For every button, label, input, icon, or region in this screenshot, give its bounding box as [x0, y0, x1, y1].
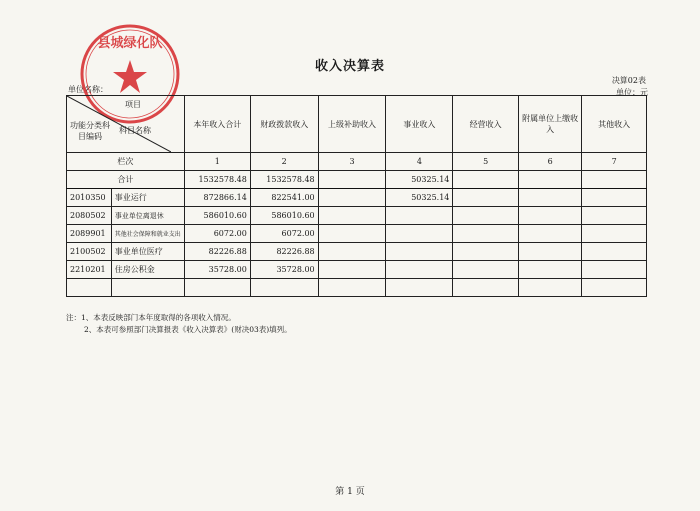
svg-text:县城绿化队: 县城绿化队: [97, 36, 163, 51]
table-row: [67, 207, 647, 225]
value-cell: 82226.88: [250, 243, 318, 261]
index-cell: 5: [453, 153, 519, 171]
value-cell: [453, 225, 519, 243]
total-value: [582, 171, 647, 189]
value-cell: [386, 279, 453, 297]
note-line: 注：1、本表反映部门本年度取得的各项收入情况。: [66, 313, 236, 322]
value-cell: [453, 279, 519, 297]
value-cell: [386, 207, 453, 225]
value-cell: [318, 243, 386, 261]
value-cell: [386, 261, 453, 279]
header-row: [67, 96, 647, 153]
value-cell: [582, 279, 647, 297]
table-row: [67, 261, 647, 279]
value-cell: [318, 261, 386, 279]
unit-label: 单位：元: [616, 88, 648, 97]
page-title: 收入决算表: [314, 59, 385, 74]
table-row: [67, 225, 647, 243]
value-cell: [318, 207, 386, 225]
total-label: 合计: [67, 171, 185, 189]
value-cell: 35728.00: [250, 261, 318, 279]
income-table: [66, 95, 647, 297]
value-cell: 6072.00: [250, 225, 318, 243]
col-header-total: 本年收入合计: [184, 96, 250, 153]
index-cell: 7: [582, 153, 647, 171]
func-code-cell: 2080502: [67, 207, 112, 225]
index-row: [67, 153, 647, 171]
index-cell: 1: [184, 153, 250, 171]
subject-name-cell: 事业单位离退休: [111, 207, 184, 225]
index-label: 栏次: [67, 153, 185, 171]
value-cell: [518, 261, 581, 279]
header-corner-cell: [67, 96, 185, 153]
header-project-label: 项目: [125, 100, 141, 109]
value-cell: [318, 279, 386, 297]
total-value: 1532578.48: [184, 171, 250, 189]
value-cell: [453, 243, 519, 261]
value-cell: [318, 225, 386, 243]
value-cell: [184, 279, 250, 297]
total-value: [453, 171, 519, 189]
value-cell: [518, 243, 581, 261]
index-cell: 2: [250, 153, 318, 171]
value-cell: [582, 243, 647, 261]
table-row: [67, 189, 647, 207]
value-cell: 35728.00: [184, 261, 250, 279]
total-value: 1532578.48: [250, 171, 318, 189]
note-line: 2、本表可参照部门决算报表《收入决算表》(财决03表)填列。: [84, 325, 292, 334]
col-header-business: 事业收入: [386, 96, 453, 153]
index-cell: 4: [386, 153, 453, 171]
value-cell: [518, 189, 581, 207]
value-cell: 82226.88: [184, 243, 250, 261]
subject-name-cell: 住房公积金: [111, 261, 184, 279]
table-row: [67, 279, 647, 297]
value-cell: 586010.60: [184, 207, 250, 225]
value-cell: [582, 225, 647, 243]
subject-name-cell: 事业运行: [111, 189, 184, 207]
value-cell: [453, 207, 519, 225]
total-row: [67, 171, 647, 189]
subject-name-cell: 事业单位医疗: [111, 243, 184, 261]
value-cell: [318, 189, 386, 207]
value-cell: [386, 225, 453, 243]
notes: [66, 312, 292, 336]
value-cell: [518, 207, 581, 225]
value-cell: [582, 261, 647, 279]
value-cell: [386, 243, 453, 261]
total-value: [518, 171, 581, 189]
page-number: 第 1 页: [335, 487, 365, 497]
value-cell: [582, 189, 647, 207]
value-cell: [453, 261, 519, 279]
value-cell: [518, 225, 581, 243]
func-code-cell: [67, 279, 112, 297]
total-value: 50325.14: [386, 171, 453, 189]
value-cell: [518, 279, 581, 297]
col-header-operating: 经营收入: [453, 96, 519, 153]
header-func-code-label: 功能分类科目编码: [70, 121, 110, 141]
func-code-cell: 2100502: [67, 243, 112, 261]
func-code-cell: 2010350: [67, 189, 112, 207]
index-cell: 6: [518, 153, 581, 171]
col-header-other: 其他收入: [582, 96, 647, 153]
table-row: [67, 243, 647, 261]
value-cell: [582, 207, 647, 225]
value-cell: 6072.00: [184, 225, 250, 243]
subject-name-cell: [111, 279, 184, 297]
value-cell: 872866.14: [184, 189, 250, 207]
total-value: [318, 171, 386, 189]
header-subject-name-label: 科目名称: [119, 126, 151, 135]
func-code-cell: 2210201: [67, 261, 112, 279]
form-code: 决算02表: [611, 76, 646, 85]
value-cell: 50325.14: [386, 189, 453, 207]
index-cell: 3: [318, 153, 386, 171]
org-name-label: 单位名称：: [68, 85, 108, 94]
value-cell: 586010.60: [250, 207, 318, 225]
value-cell: 822541.00: [250, 189, 318, 207]
col-header-affiliated: 附属单位上缴收入: [518, 96, 581, 153]
value-cell: [250, 279, 318, 297]
value-cell: [453, 189, 519, 207]
col-header-superior: 上级补助收入: [318, 96, 386, 153]
subject-name-cell: 其他社会保障和就业支出: [111, 225, 184, 243]
func-code-cell: 2089901: [67, 225, 112, 243]
col-header-fiscal: 财政拨款收入: [250, 96, 318, 153]
